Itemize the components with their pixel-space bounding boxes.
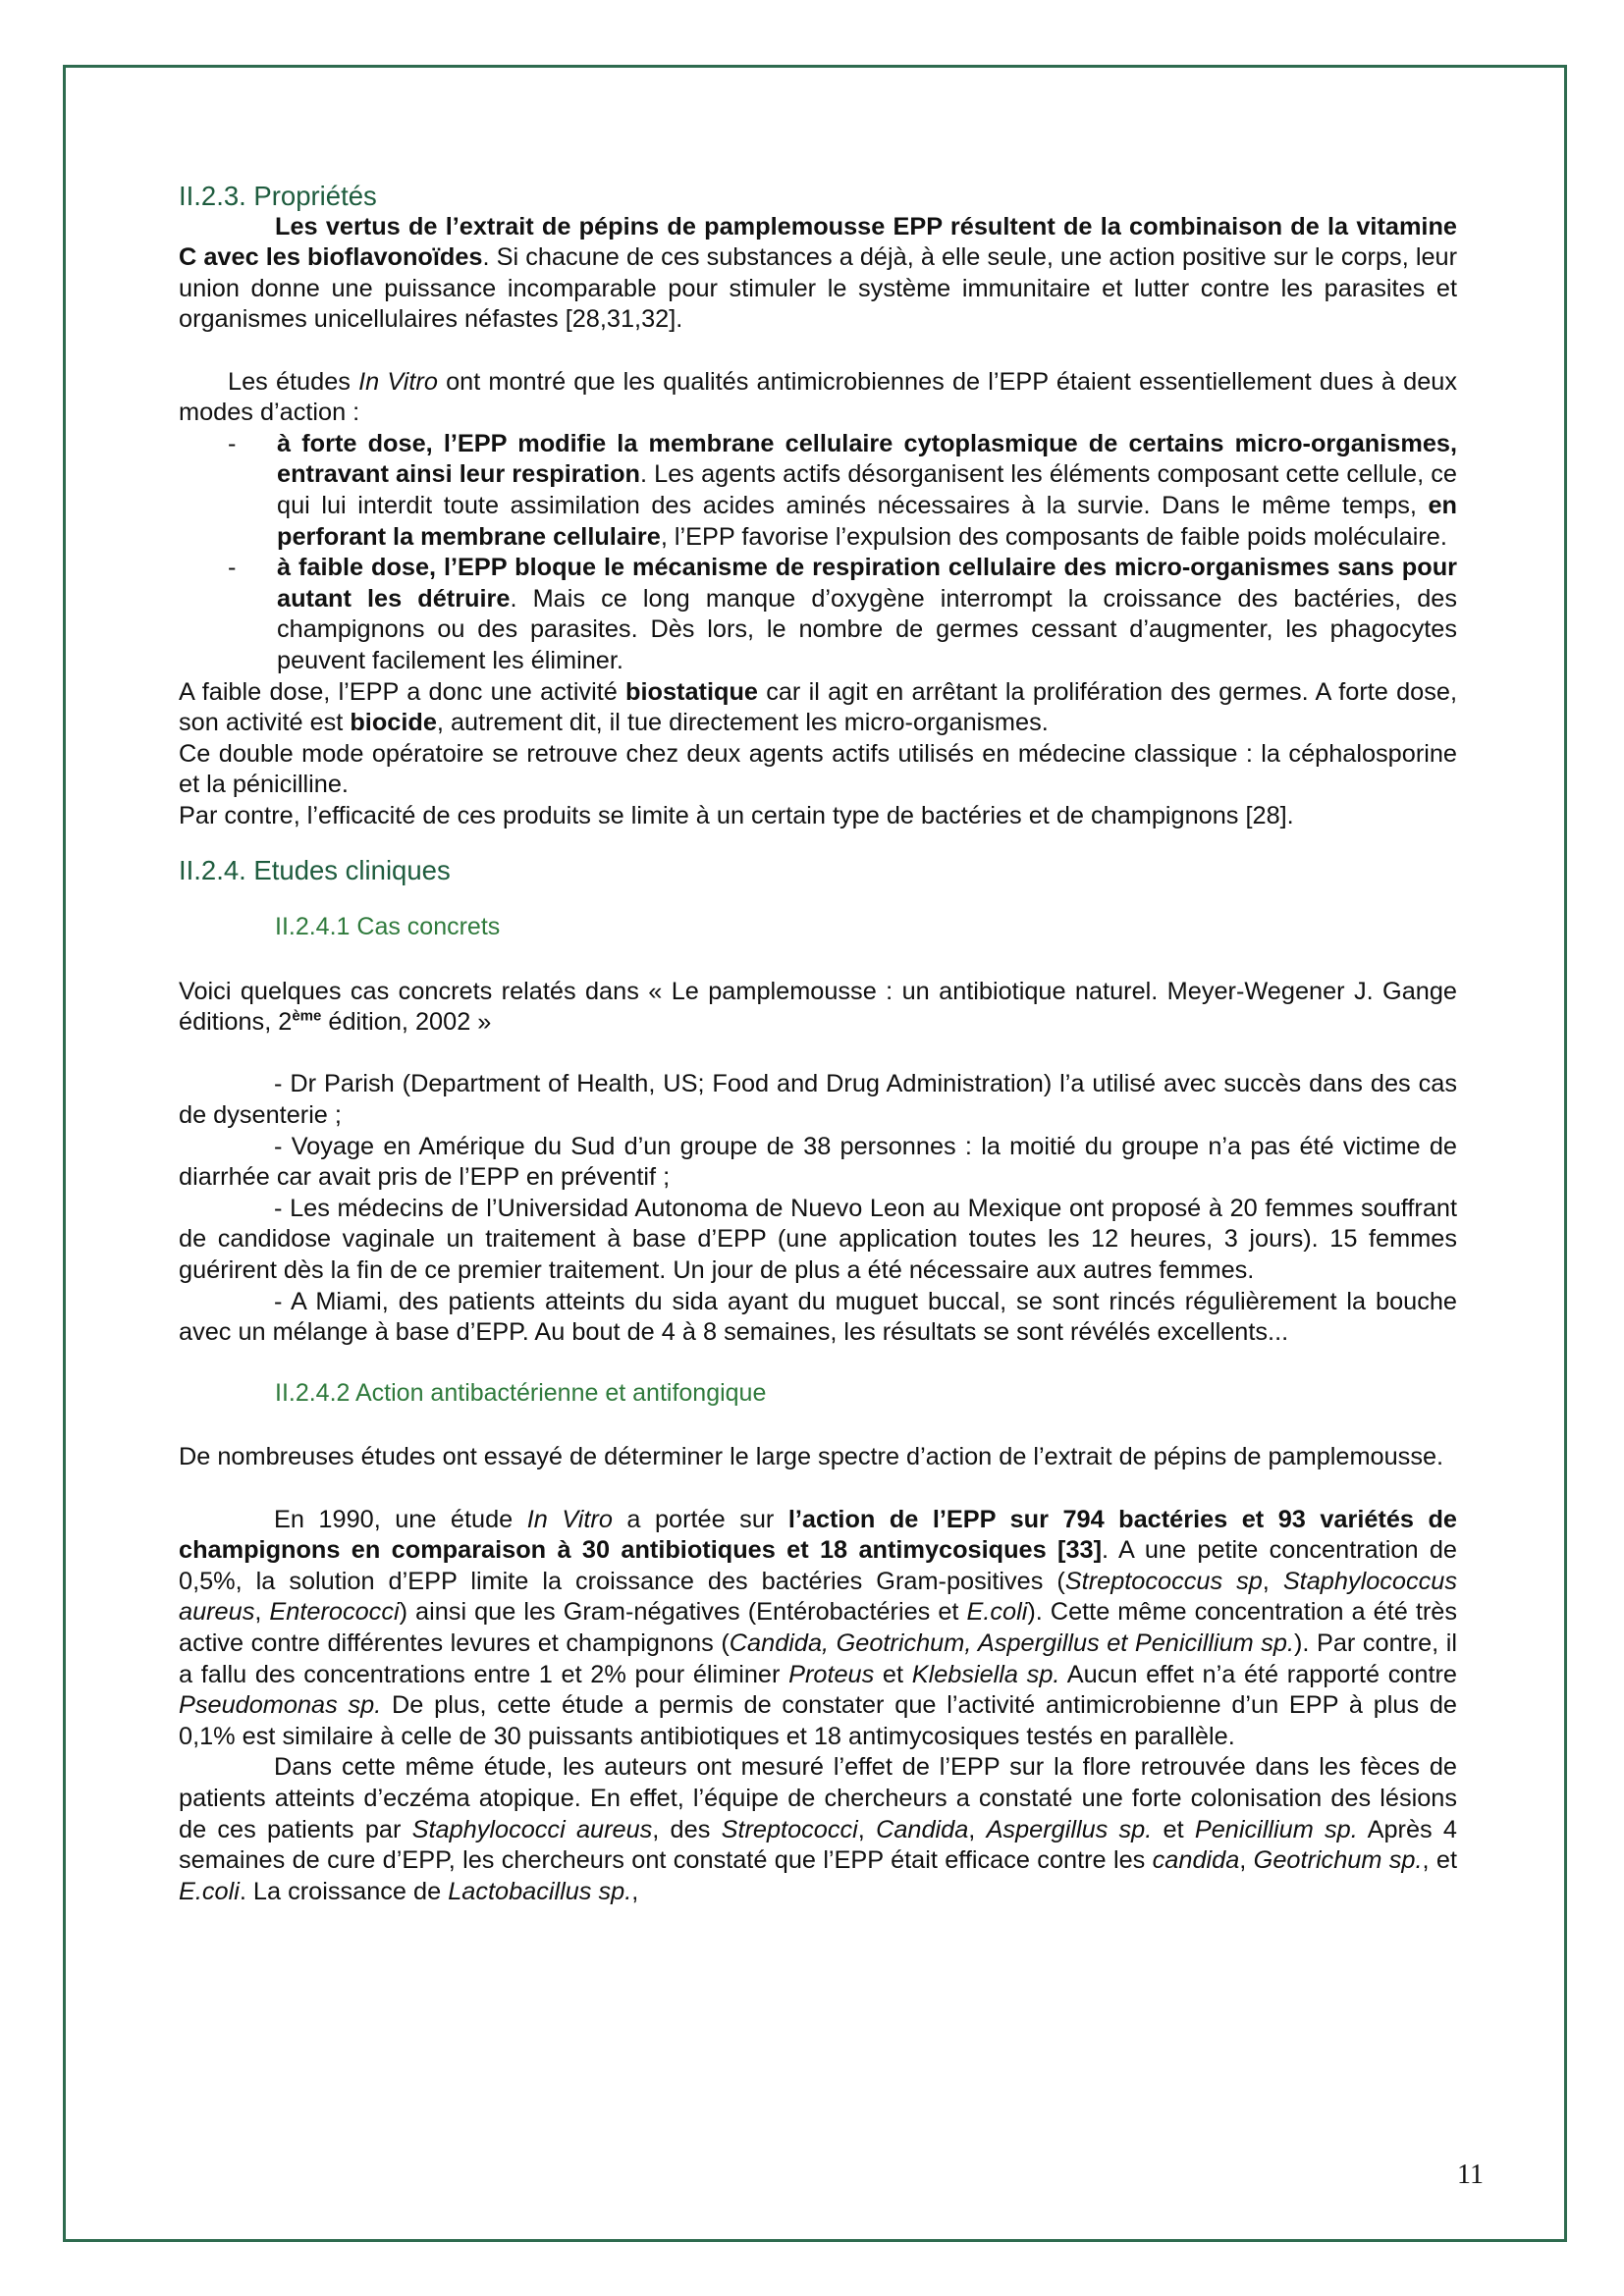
paragraph: Ce double mode opératoire se retrouve chez deux agents actifs utilisés en médecine classique : la céphalosporine et la pénicilline. <box>179 739 1457 799</box>
case-item: - Voyage en Amérique du Sud d’un groupe de 38 personnes : la moitié du groupe n’a pas été victime de diarrhée car avait pris de l’EPP en préventif ; <box>179 1132 1457 1192</box>
subsection-heading-2-2-4-2: II.2.4.2 Action antibactérienne et antifongique <box>275 1378 767 1407</box>
page-content <box>179 181 1457 1907</box>
case-list <box>179 1069 1457 1348</box>
case-item: - A Miami, des patients atteints du sida ayant du muguet buccal, se sont rincés régulièrement la bouche avec un mélange à base d’EPP. Au bout de 4 à 8 semaines, les résultats se sont révélés excellents... <box>179 1287 1457 1347</box>
paragraph: Par contre, l’efficacité de ces produits se limite à un certain type de bactéries et de champignons [28]. <box>179 801 1294 829</box>
paragraph: A faible dose, l’EPP a donc une activité biostatique car il agit en arrêtant la prolifération des germes. A forte dose, son activité est biocide, autrement dit, il tue directement les micro-organismes. <box>179 677 1457 737</box>
list-item-text: à forte dose, l’EPP modifie la membrane cellulaire cytoplasmique de certains micro-organismes, entravant ainsi leur respiration. Les agents actifs désorganisent les éléments composant cette cellule, ce qui lui interdit toute assimilation des acides aminés nécessaires à la survie. Dans le même temps, en perforant la membrane cellulaire, l’EPP favorise l’expulsion des composants de faible poids moléculaire. <box>277 429 1457 551</box>
section-heading-2-2-4: II.2.4. Etudes cliniques <box>179 855 451 886</box>
list-item-text: à faible dose, l’EPP bloque le mécanisme de respiration cellulaire des micro-organismes sans pour autant les détruire. Mais ce long manque d’oxygène interrompt la croissance des bactéries, des champignons ou des parasites. Dès lors, le nombre de germes cessant d’augmenter, les phagocytes peuvent facilement les éliminer. <box>277 554 1457 674</box>
case-item: - Les médecins de l’Universidad Autonoma de Nuevo Leon au Mexique ont proposé à 20 femmes souffrant de candidose vaginale un traitement à base d’EPP (une application toutes les 12 heures, 3 jours). 15 femmes guérirent dès la fin de ce premier traitement. Un jour de plus a été nécessaire aux autres femmes. <box>179 1194 1457 1284</box>
list-item <box>179 553 1457 676</box>
paragraph: Dans cette même étude, les auteurs ont mesuré l’effet de l’EPP sur la flore retrouvée dans les fèces de patients atteints d’eczéma atopique. En effet, l’équipe de chercheurs a constaté une forte colonisation des lésions de ces patients par Staphylococci aureus, des Streptococci, Candida, Aspergillus sp. et Penicillium sp. Après 4 semaines de cure d’EPP, les chercheurs ont constaté que l’EPP était efficace contre les candida, Geotrichum sp., et E.coli. La croissance de Lactobacillus sp., <box>179 1753 1457 1905</box>
paragraph: Voici quelques cas concrets relatés dans « Le pamplemousse : un antibiotique naturel. Meyer-Wegener J. Gange éditions, 2ème édition, 2002 » <box>179 977 1457 1037</box>
paragraph: De nombreuses études ont essayé de déterminer le large spectre d’action de l’extrait de pépins de pamplemousse. <box>179 1443 1444 1471</box>
bullet-dash: - <box>228 429 237 457</box>
case-item: - Dr Parish (Department of Health, US; Food and Drug Administration) l’a utilisé avec succès dans des cas de dysenterie ; <box>179 1070 1457 1130</box>
paragraph: Les vertus de l’extrait de pépins de pamplemousse EPP résultent de la combinaison de la vitamine C avec les bioflavonoïdes. Si chacune de ces substances a déjà, à elle seule, une action positive sur le corps, leur union donne une puissance incomparable pour stimuler le système immunitaire et lutter contre les parasites et organismes unicellulaires néfastes [28,31,32]. <box>179 212 1458 334</box>
list-item <box>179 429 1457 553</box>
subsection-heading-2-2-4-1: II.2.4.1 Cas concrets <box>275 913 501 941</box>
page-number: 11 <box>1457 2160 1484 2190</box>
bullet-dash: - <box>228 554 237 582</box>
dash-list <box>179 429 1457 677</box>
paragraph: Les études In Vitro ont montré que les qualités antimicrobiennes de l’EPP étaient essentiellement dues à deux modes d’action : <box>179 367 1457 427</box>
section-heading-2-2-3: II.2.3. Propriétés <box>179 181 377 211</box>
paragraph: En 1990, une étude In Vitro a portée sur l’action de l’EPP sur 794 bactéries et 93 variétés de champignons en comparaison à 30 antibiotiques et 18 antimycosiques [33]. A une petite concentration de 0,5%, la solution d’EPP limite la croissance des bactéries Gram-positives (Streptococcus sp, Staphylococcus aureus, Enterococci) ainsi que les Gram-négatives (Entérobactéries et E.coli). Cette même concentration a été très active contre différentes levures et champignons (Candida, Geotrichum, Aspergillus et Penicillium sp.). Par contre, il a fallu des concentrations entre 1 et 2% pour éliminer Proteus et Klebsiella sp. Aucun effet n’a été rapporté contre Pseudomonas sp. De plus, cette étude a permis de constater que l’activité antimicrobienne d’un EPP à plus de 0,1% est similaire à celle de 30 puissants antibiotiques et 18 antimycosiques testés en parallèle. <box>179 1505 1458 1750</box>
